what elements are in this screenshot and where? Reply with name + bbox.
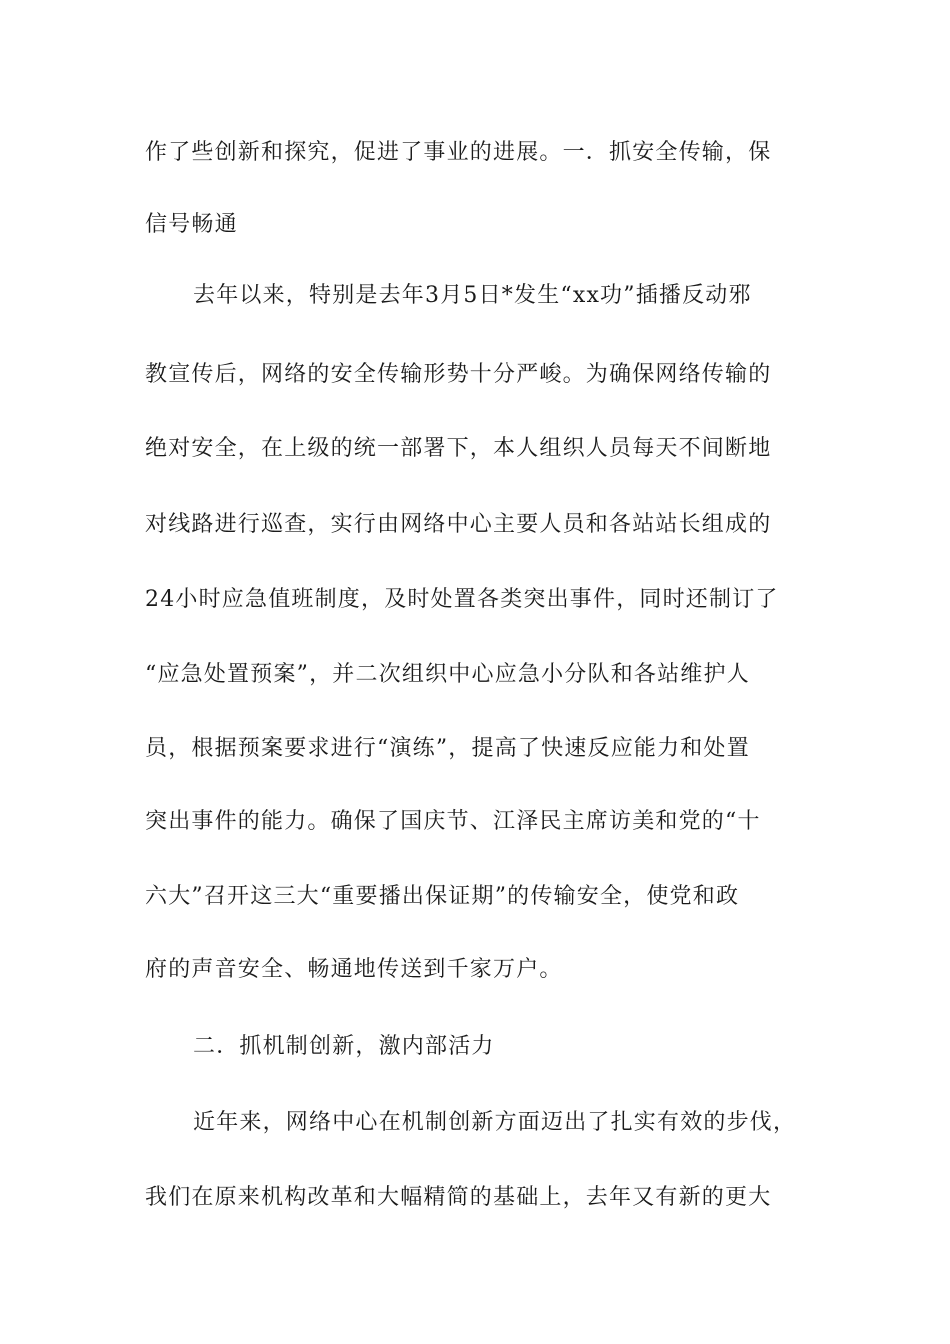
text-line-14: 近年来，网络中心在机制创新方面迈出了扎实有效的步伐， — [193, 1110, 797, 1135]
section-heading-2: 二．抓机制创新，激内部活力 — [193, 1034, 495, 1059]
text-line-3: 去年以来，特别是去年3月5日*发生“xx功”插播反动邪 — [193, 283, 752, 308]
text-line-9: 员，根据预案要求进行“演练”，提高了快速反应能力和处置 — [145, 736, 750, 761]
text-line-15: 我们在原来机构改革和大幅精简的基础上，去年又有新的更大 — [145, 1185, 772, 1210]
text-line-5: 绝对安全，在上级的统一部署下，本人组织人员每天不间断地 — [145, 436, 772, 461]
text-line-4: 教宣传后，网络的安全传输形势十分严峻。为确保网络传输的 — [145, 362, 772, 387]
text-line-12: 府的声音安全、畅通地传送到千家万户。 — [145, 957, 563, 982]
text-line-11: 六大”召开这三大“重要播出保证期”的传输安全，使党和政 — [145, 884, 740, 909]
text-line-1: 作了些创新和探究，促进了事业的进展。一．抓安全传输，保 — [145, 140, 772, 165]
text-line-10: 突出事件的能力。确保了国庆节、江泽民主席访美和党的“十 — [145, 809, 761, 834]
text-line-2: 信号畅通 — [145, 212, 238, 237]
text-line-6: 对线路进行巡查，实行由网络中心主要人员和各站站长组成的 — [145, 512, 772, 537]
text-line-8: “应急处置预案”，并二次组织中心应急小分队和各站维护人 — [145, 662, 750, 687]
text-line-7: 24小时应急值班制度，及时处置各类突出事件，同时还制订了 — [145, 587, 779, 612]
